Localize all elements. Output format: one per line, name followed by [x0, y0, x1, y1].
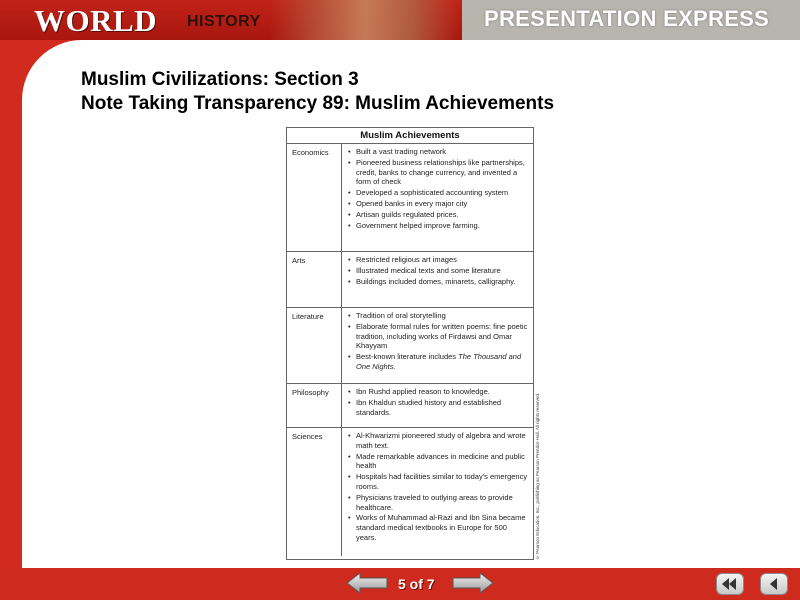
achievement-list	[342, 308, 533, 383]
achievement-list	[342, 252, 533, 307]
back-icon	[761, 574, 787, 594]
page-indicator: 5 of 7	[398, 576, 435, 592]
app-title: PRESENTATION EXPRESS	[484, 6, 770, 31]
list-item: • Opened banks in every major city	[348, 199, 529, 209]
logo-history: HISTORY	[187, 13, 261, 30]
category-label: Literature	[287, 308, 342, 383]
back-button[interactable]	[760, 573, 788, 595]
list-item: • Restricted religious art images	[348, 255, 529, 265]
category-label: Sciences	[287, 428, 342, 556]
slide-title	[81, 68, 554, 116]
header-bar	[0, 0, 800, 40]
list-item: • Physicians traveled to outlying areas to provide healthcare.	[348, 493, 529, 513]
right-arrow-icon[interactable]	[452, 572, 494, 594]
table-row-arts	[287, 252, 533, 308]
left-arrow-icon[interactable]	[346, 572, 388, 594]
table-row-literature	[287, 308, 533, 384]
table-row-sciences	[287, 428, 533, 556]
list-item: • Buildings included domes, minarets, calligraphy.	[348, 277, 529, 287]
table-title: Muslim Achievements	[287, 128, 533, 144]
list-item: • Pioneered business relationships like partnerships, credit, banks to change currency, and invented a form of check	[348, 158, 529, 187]
list-item: • Al-Khwarizmi pioneered study of algebra and wrote math text.	[348, 431, 529, 451]
table-row-economics	[287, 144, 533, 252]
copyright-notice: © Pearson Education, Inc., publishing as Pearson Prentice Hall. All rights reserved.	[535, 392, 540, 560]
category-label: Arts	[287, 252, 342, 307]
list-item: • Best-known literature includes The Thousand and One Nights.	[348, 352, 529, 372]
list-item: • Developed a sophisticated accounting system	[348, 188, 529, 198]
rewind-icon	[717, 574, 743, 594]
list-item: • Artisan guilds regulated prices.	[348, 210, 529, 220]
list-item: • Made remarkable advances in medicine and public health	[348, 452, 529, 472]
rewind-button[interactable]	[716, 573, 744, 595]
slide-title-line-2: Note Taking Transparency 89: Muslim Achievements	[81, 93, 555, 114]
list-item: • Works of Muhammad al-Razi and Ibn Sina became standard medical textbooks in Europe for 500 years.	[348, 513, 529, 542]
list-item: • Tradition of oral storytelling	[348, 311, 529, 321]
list-item: • Government helped improve farming.	[348, 221, 529, 231]
logo-world: WORLD	[34, 3, 158, 38]
achievement-list	[342, 428, 533, 556]
category-label: Philosophy	[287, 384, 342, 427]
list-item: • Ibn Rushd applied reason to knowledge.	[348, 387, 529, 397]
list-item: • Ibn Khaldun studied history and established standards.	[348, 398, 529, 418]
achievements-table	[286, 127, 534, 560]
table-row-philosophy	[287, 384, 533, 428]
achievement-list	[342, 144, 533, 251]
list-item: • Elaborate formal rules for written poems: fine poetic tradition, including works of Firdawsi and Omar Khayyam	[348, 322, 529, 351]
list-item: • Built a vast trading network	[348, 147, 529, 157]
category-label: Economics	[287, 144, 342, 251]
slide-canvas	[22, 40, 800, 568]
list-item: • Hospitals had facilities similar to today's emergency rooms.	[348, 472, 529, 492]
slide-title-line-1: Muslim Civilizations: Section 3	[81, 69, 359, 90]
header-artwork	[270, 0, 460, 40]
achievement-list	[342, 384, 533, 427]
list-item: • Illustrated medical texts and some literature	[348, 266, 529, 276]
